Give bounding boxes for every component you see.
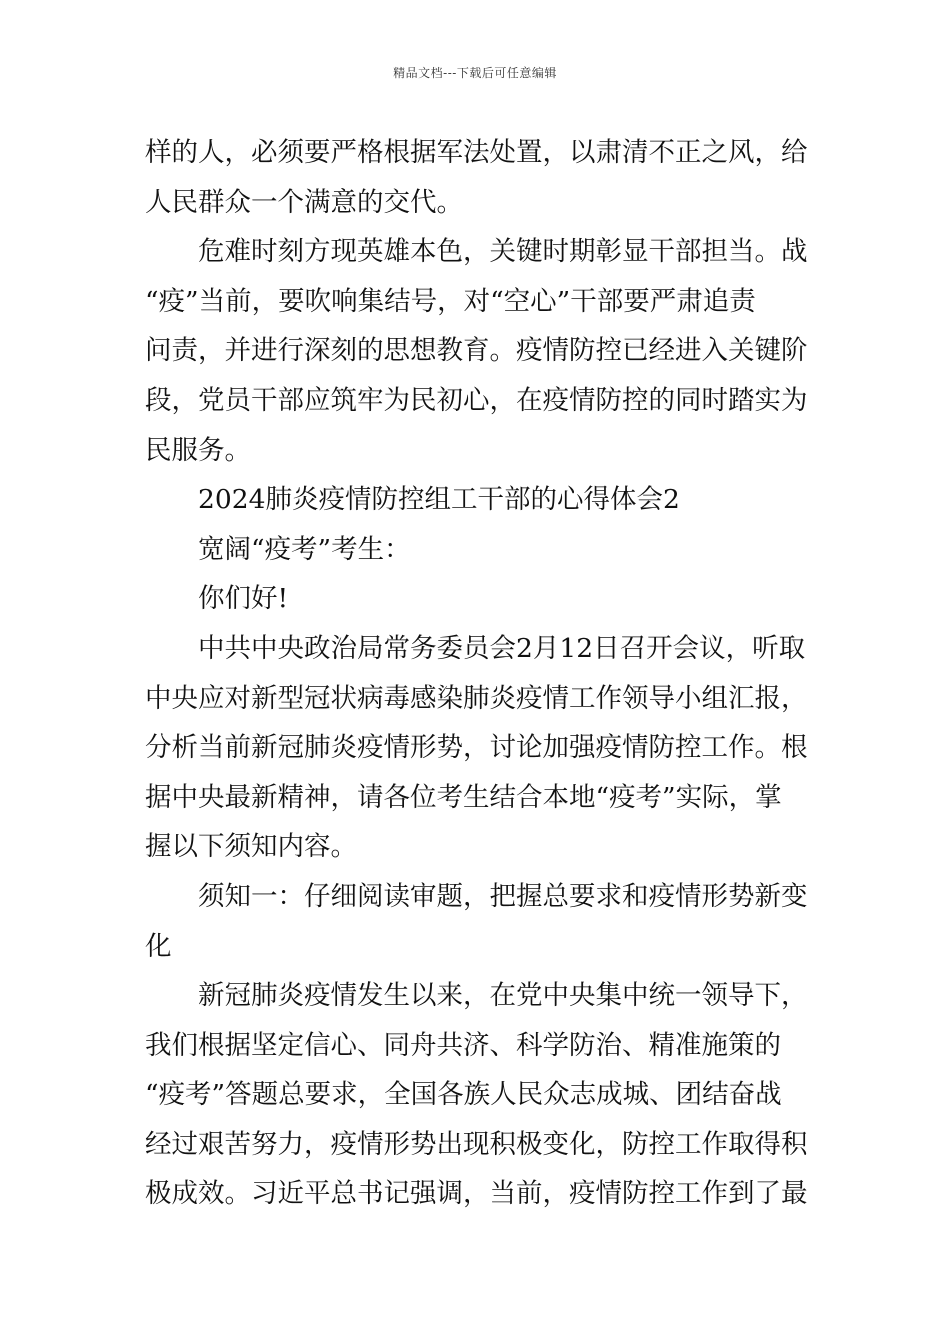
text-line: 危难时刻方现英雄本色，关键时期彰显干部担当。战 — [198, 236, 808, 268]
text-line: 民服务。 — [145, 434, 251, 466]
text-line: 握以下须知内容。 — [145, 831, 357, 863]
text-line: 中共中央政治局常务委员会2月12日召开会议，听取 — [198, 632, 806, 664]
text-line: 你们好! — [198, 583, 289, 615]
text-line: “疫考”答题总要求，全国各族人民众志成城、团结奋战 — [145, 1079, 782, 1111]
text-line: “疫”当前，要吹响集结号，对“空心”干部要严肃追责 — [145, 285, 756, 317]
text-line: 2024肺炎疫情防控组工干部的心得体会2 — [198, 484, 680, 516]
text-line: 问责，并进行深刻的思想教育。疫情防控已经进入关键阶 — [145, 335, 808, 367]
text-line: 经过艰苦努力，疫情形势出现积极变化，防控工作取得积 — [145, 1128, 808, 1160]
text-line: 分析当前新冠肺炎疫情形势，讨论加强疫情防控工作。根 — [145, 732, 808, 764]
text-line: 我们根据坚定信心、同舟共济、科学防治、精准施策的 — [145, 1029, 781, 1061]
text-line: 宽阔“疫考”考生： — [198, 533, 411, 565]
text-line: 段，党员干部应筑牢为民初心，在疫情防控的同时踏实为 — [145, 384, 808, 416]
text-line: 人民群众一个满意的交代。 — [145, 186, 463, 218]
document-body — [145, 128, 810, 1219]
text-line: 极成效。习近平总书记强调，当前，疫情防控工作到了最 — [145, 1178, 808, 1210]
text-line: 据中央最新精神，请各位考生结合本地“疫考”实际，掌 — [145, 781, 782, 813]
text-line: 新冠肺炎疫情发生以来，在党中央集中统一领导下， — [198, 980, 808, 1012]
page-header: 精品文档---下载后可任意编辑 — [393, 66, 557, 80]
text-line: 中央应对新型冠状病毒感染肺炎疫情工作领导小组汇报， — [145, 682, 808, 714]
text-line: 样的人，必须要严格根据军法处置，以肃清不正之风，给 — [145, 137, 808, 168]
text-line: 须知一：仔细阅读审题，把握总要求和疫情形势新变 — [198, 880, 808, 912]
text-line: 化 — [145, 930, 172, 962]
